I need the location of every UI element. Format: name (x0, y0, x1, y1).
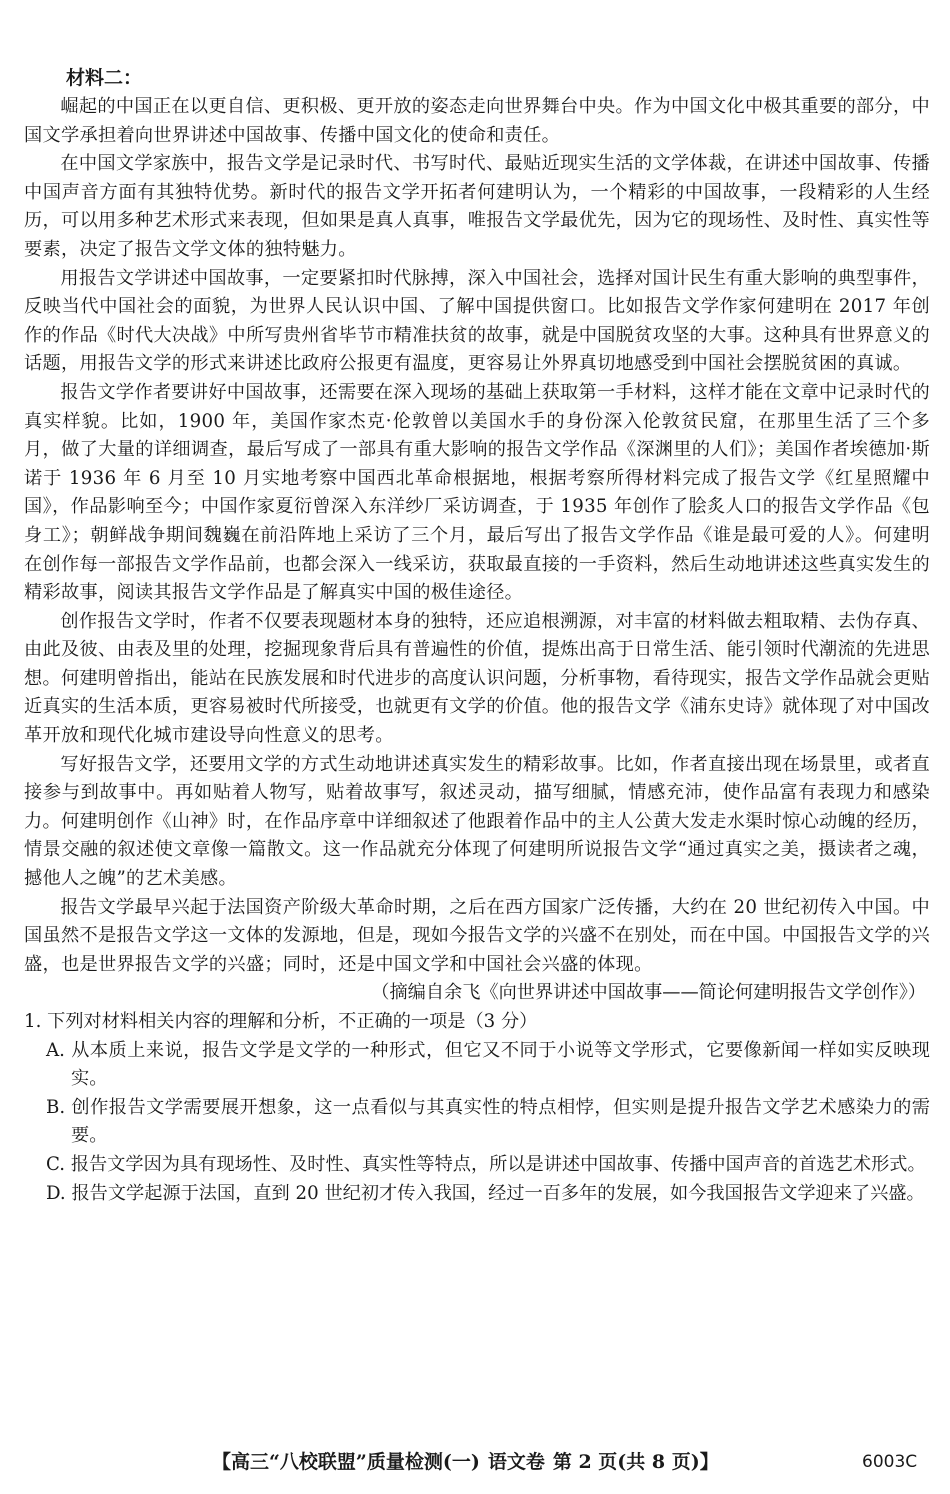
paragraph-6: 写好报告文学，还要用文学的方式生动地讲述真实发生的精彩故事。比如，作者直接出现在场景里，或者直接参与到故事中。再如贴着人物写，贴着故事写，叙述灵动，描写细腻，情感充沛，使作品富有表现力和感染力。何建明创作《山神》时，在作品序章中详细叙述了他跟着作品中的主人公黄大发走水渠时惊心动魄的经历，情景交融的叙述使文章像一篇散文。这一作品就充分体现了何建明所说报告文学“通过真实之美，摄读者之魂，撼他人之魄”的艺术美感。 (24, 753, 930, 890)
footer-subject: 语文卷 (487, 1451, 545, 1473)
paragraph-2: 在中国文学家族中，报告文学是记录时代、书写时代、最贴近现实生活的文学体裁，在讲述中国故事、传播中国声音方面有其独特优势。新时代的报告文学开拓者何建明认为，一个精彩的中国故事，一段精彩的人生经历，可以用多种艺术形式来表现，但如果是真人真事，唯报告文学最优先，因为它的现场性、及时性、真实性等要素，决定了报告文学文体的独特魅力。 (24, 153, 930, 260)
option-b: B. 创作报告文学需要展开想象，这一点看似与其真实性的特点相悖，但实则是提升报告文学艺术感染力的需要。 (46, 1096, 930, 1147)
source-citation: （摘编自余飞《向世界讲述中国故事——简论何建明报告文学创作》） (371, 982, 926, 1004)
paragraph-1: 崛起的中国正在以更自信、更积极、更开放的姿态走向世界舞台中央。作为中国文化中极其重要的部分，中国文学承担着向世界讲述中国故事、传播中国文化的使命和责任。 (24, 96, 930, 146)
paragraph-5: 创作报告文学时，作者不仅要表现题材本身的独特，还应追根溯源，对丰富的材料做去粗取精、去伪存真、由此及彼、由表及里的处理，挖掘现象背后具有普遍性的价值，提炼出高于日常生活、能引领时代潮流的先进思想。何建明曾指出，能站在民族发展和时代进步的高度认识问题，分析事物，看待现实，报告文学作品就会更贴近真实的生活本质，更容易被时代所接受，也就更有文学的价值。他的报告文学《浦东史诗》就体现了对中国改革开放和现代化城市建设导向性意义的思考。 (24, 610, 930, 747)
page-footer (0, 1447, 950, 1477)
paragraph-3: 用报告文学讲述中国故事，一定要紧扣时代脉搏，深入中国社会，选择对国计民生有重大影响的典型事件，反映当代中国社会的面貌，为世界人民认识中国、了解中国提供窗口。比如报告文学作家何建明在 2017 年创作的作品《时代大决战》中所写贵州省毕节市精准扶贫的故事，就是中国脱贫攻坚的大事。这种具有世界意义的话题，用报告文学的形式来讲述比政府公报更有温度，更容易让外界真切地感受到中国社会摆脱贫困的真诚。 (24, 267, 930, 375)
paragraph-7: 报告文学最早兴起于法国资产阶级大革命时期，之后在西方国家广泛传播，大约在 20 世纪初传入中国。中国虽然不是报告文学这一文体的发源地，但是，现如今报告文学的兴盛不在别处，而在中国。中国报告文学的兴盛，也是世界报告文学的兴盛；同时，还是中国文学和中国社会兴盛的体现。 (24, 896, 930, 975)
section-heading: 材料二： (66, 67, 143, 89)
paragraph-4: 报告文学作者要讲好中国故事，还需要在深入现场的基础上获取第一手材料，这样才能在文章中记录时代的真实样貌。比如，1900 年，美国作家杰克·伦敦曾以美国水手的身份深入伦敦贫民窟，在那里生活了三个多月，做了大量的详细调查，最后写成了一部具有重大影响的报告文学作品《深渊里的人们》；美国作者埃德加·斯诺于 1936 年 6 月至 10 月实地考察中国西北革命根据地，根据考察所得材料完成了报告文学《红星照耀中国》，作品影响至今；中国作家夏衍曾深入东洋纱厂采访调查，于 1935 年创作了脍炙人口的报告文学作品《包身工》；朝鲜战争期间魏巍在前沿阵地上采访了三个月，最后写出了报告文学作品《谁是最可爱的人》。何建明在创作每一部报告文学作品前，也都会深入一线采访，获取最直接的一手资料，然后生动地讲述这些真实发生的精彩故事，阅读其报告文学作品是了解真实中国的极佳途径。 (24, 381, 930, 604)
question-stem: 1. 下列对材料相关内容的理解和分析，不正确的一项是（3 分） (24, 1011, 538, 1032)
option-a: A. 从本质上来说，报告文学是文学的一种形式，但它又不同于小说等文学形式，它要像新闻一样如实反映现实。 (46, 1039, 930, 1090)
option-c: C. 报告文学因为具有现场性、及时性、真实性等特点，所以是讲述中国故事、传播中国声音的首选艺术形式。 (46, 1153, 926, 1175)
footer-exam-info (212, 1447, 719, 1477)
footer-exam-title: 【高三“八校联盟”质量检测(一) (212, 1451, 480, 1473)
article-body (24, 93, 930, 1208)
footer-page-number: 第 2 页(共 8 页)】 (552, 1451, 719, 1473)
footer-code: 6003C (862, 1452, 918, 1472)
option-d: D. 报告文学起源于法国，直到 20 世纪初才传入我国，经过一百多年的发展，如今我国报告文学迎来了兴盛。 (46, 1182, 925, 1204)
